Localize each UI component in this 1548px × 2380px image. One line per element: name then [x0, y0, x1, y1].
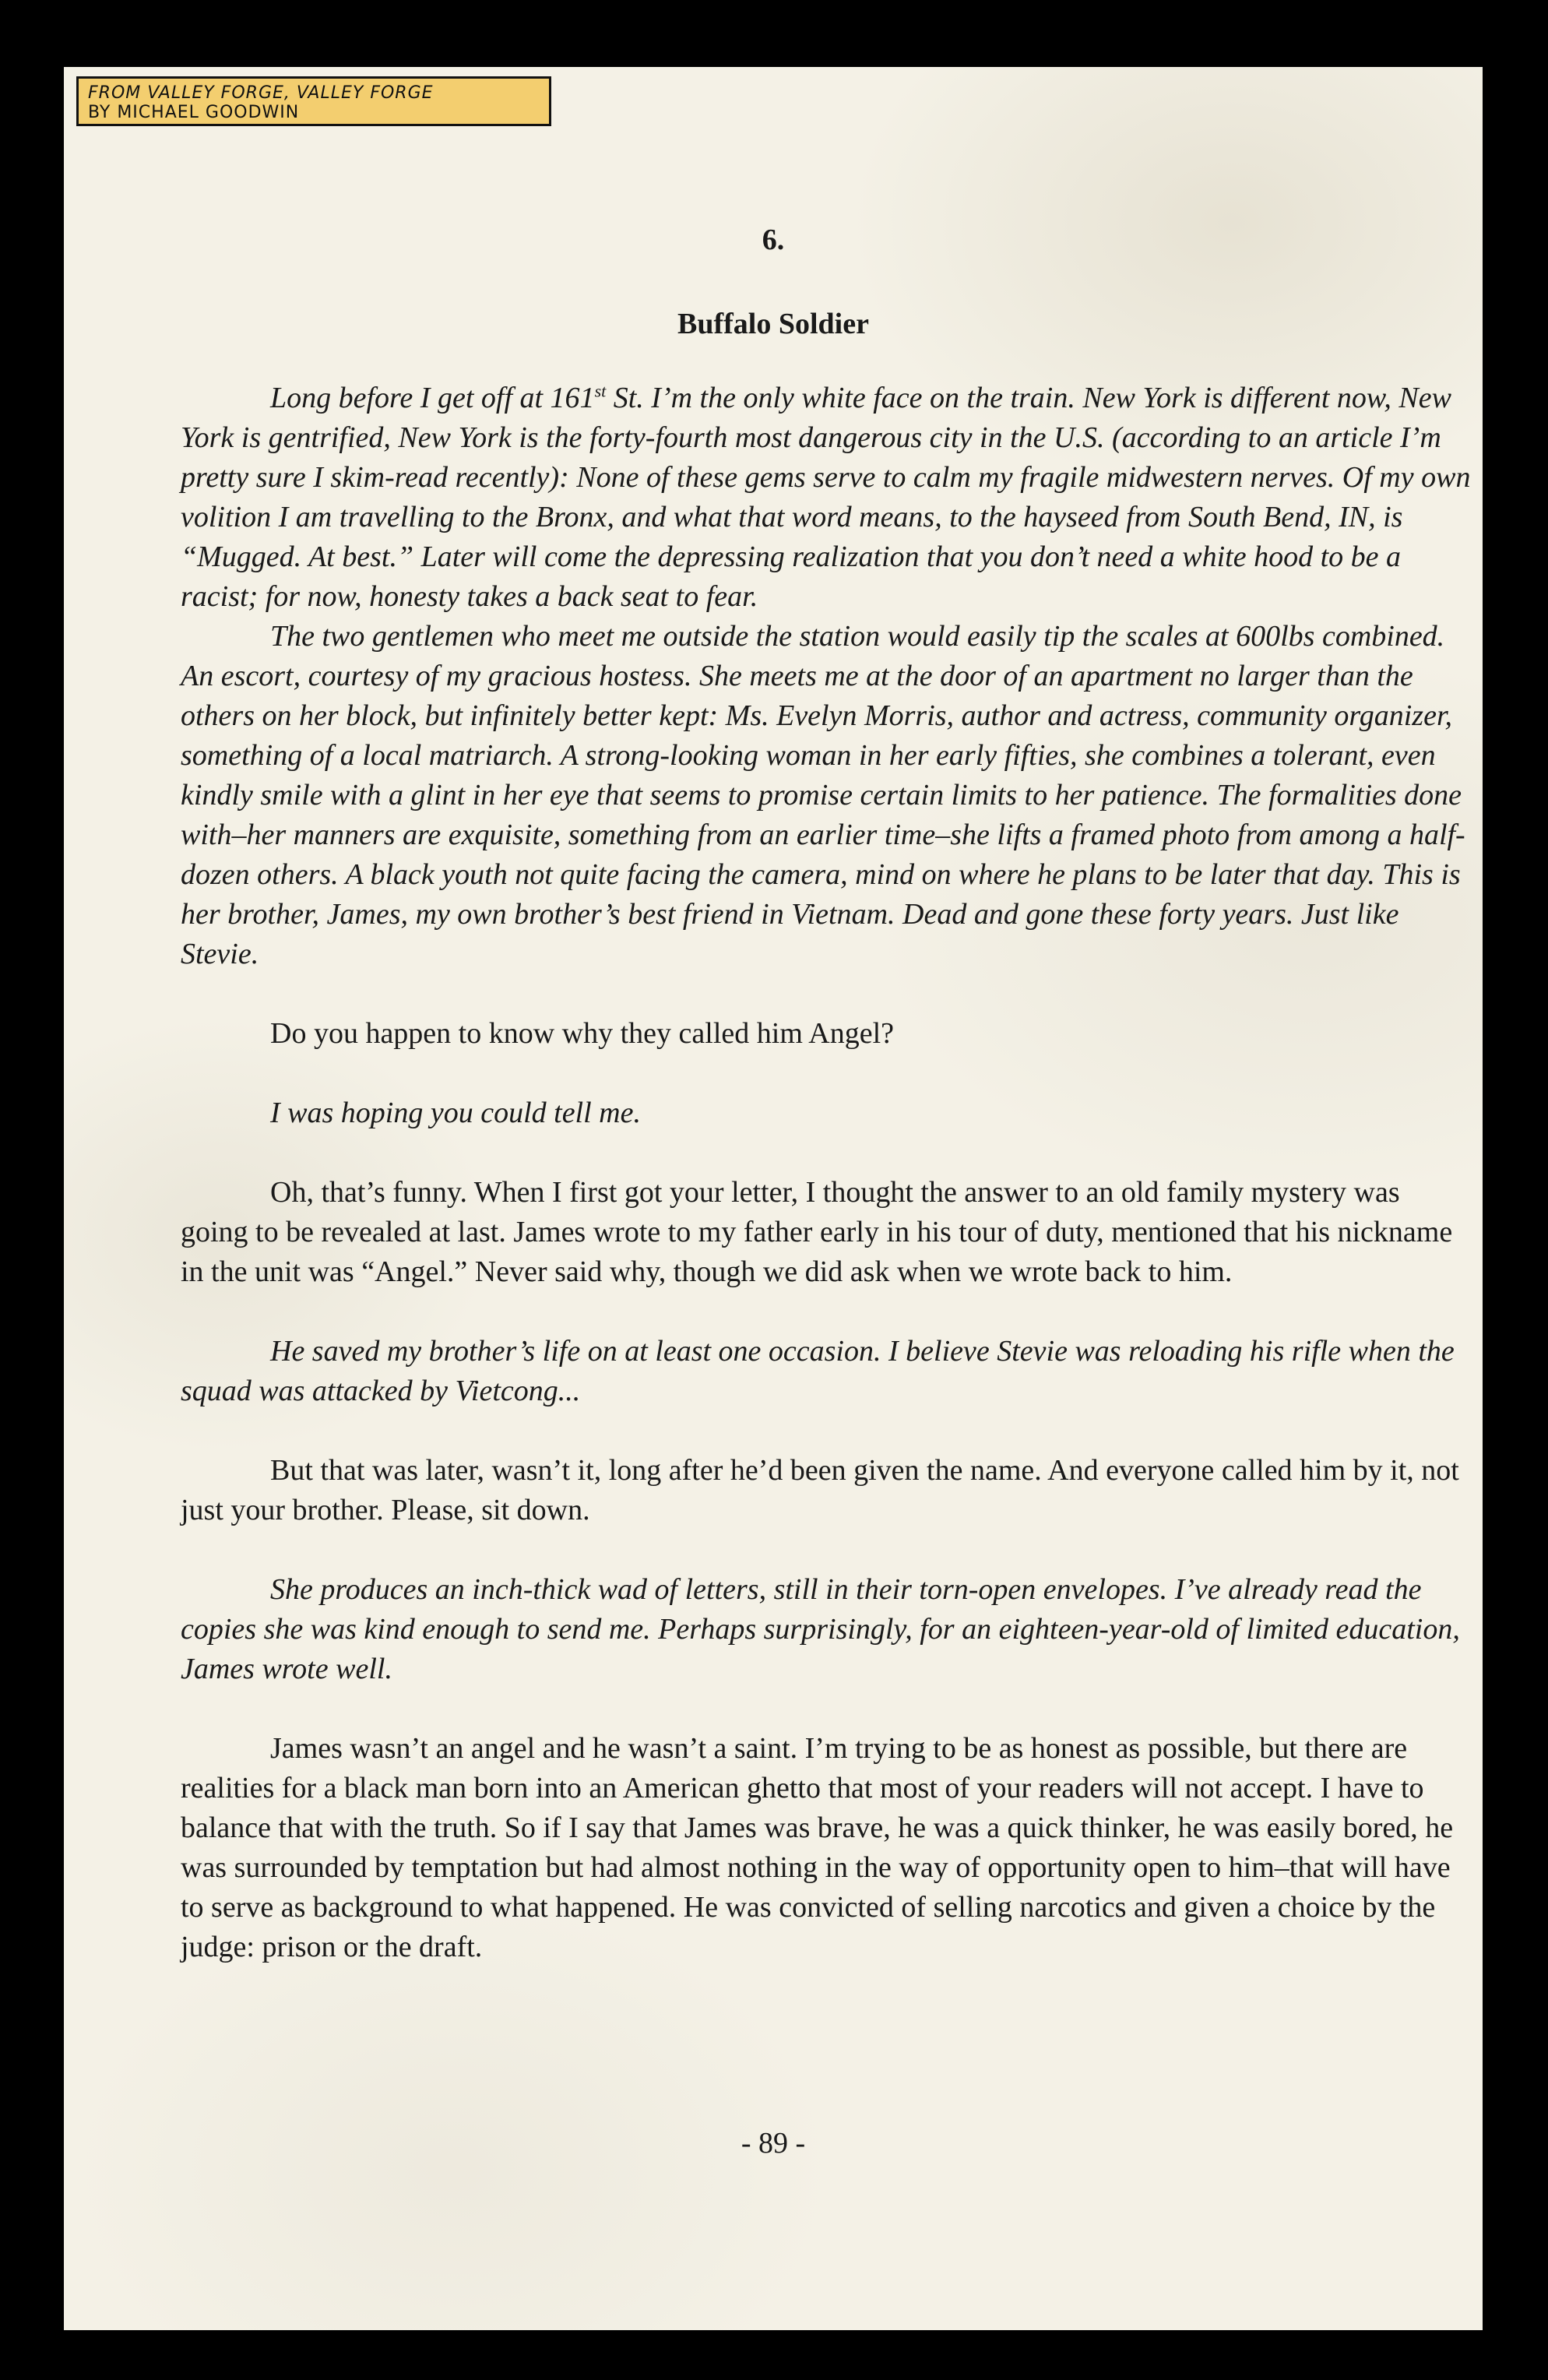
chapter-number: 6.	[762, 224, 785, 256]
paragraph-3: Do you happen to know why they called him Angel?	[270, 1017, 895, 1050]
paragraph-8: She produces an inch-thick wad of letters, still in their torn-open envelopes. I’ve already read the copies she was kind enough to send me. Perhaps surprisingly, for an eighteen-year-old of limited education, James wrote well.	[181, 1573, 1460, 1685]
paragraph-4: I was hoping you could tell me.	[270, 1097, 641, 1129]
chapter-body	[181, 378, 1473, 1967]
paragraph-1-text-a: Long before I get off at 161	[270, 382, 595, 414]
credit-source: FROM VALLEY FORGE, VALLEY FORGE	[88, 83, 434, 103]
page-number: - 89 -	[741, 2127, 806, 2160]
paragraph-1	[181, 378, 1473, 617]
paragraph-9: James wasn’t an angel and he wasn’t a saint. I’m trying to be as honest as possible, but there are realities for a black man born into an American ghetto that most of your readers will not accept. I have to balance that with the truth. So if I say that James was brave, he was a quick thinker, he was easily bored, he was surrounded by temptation but had almost nothing in the way of opportunity open to him–that will have to serve as background to what happened. He was convicted of selling narcotics and given a choice by the judge: prison or the draft.	[181, 1732, 1454, 1963]
credit-author: BY MICHAEL GOODWIN	[88, 103, 300, 122]
ordinal-suffix: st	[594, 381, 607, 401]
credit-caption-box	[76, 76, 551, 126]
paragraph-1-text-b: St. I’m the only white face on the train. New York is different now, New York is gentrified, New York is the forty-fourth most dangerous city in the U.S. (according to an article I’m pretty sure I skim-read recently): None of these gems serve to calm my fragile midwestern nerves. Of my own volition I am travelling to the Bronx, and what that word means, to the hayseed from South Bend, IN, is “Mugged. At best.” Later will come the depressing realization that you don’t need a white hood to be a racist; for now, honesty takes a back seat to fear.	[181, 382, 1471, 613]
paragraph-7: But that was later, wasn’t it, long after he’d been given the name. And everyone called him by it, not just your brother. Please, sit down.	[181, 1454, 1459, 1526]
paragraph-5: Oh, that’s funny. When I first got your letter, I thought the answer to an old family mystery was going to be revealed at last. James wrote to my father early in his tour of duty, mentioned that his nickname in the unit was “Angel.” Never said why, though we did ask when we wrote back to him.	[181, 1176, 1453, 1288]
chapter-title: Buffalo Soldier	[677, 308, 869, 340]
paragraph-6: He saved my brother’s life on at least one occasion. I believe Stevie was reloading his rifle when the squad was attacked by Vietcong...	[181, 1335, 1455, 1407]
book-page	[64, 67, 1483, 2330]
paragraph-2: The two gentlemen who meet me outside the station would easily tip the scales at 600lbs combined. An escort, courtesy of my gracious hostess. She meets me at the door of an apartment no larger than the others on her block, but infinitely better kept: Ms. Evelyn Morris, author and actress, community organizer, something of a local matriarch. A strong-looking woman in her early fifties, she combines a tolerant, even kindly smile with a glint in her eye that seems to promise certain limits to her patience. The formalities done with–her manners are exquisite, something from an earlier time–she lifts a framed photo from among a half-dozen others. A black youth not quite facing the camera, mind on where he plans to be later that day. This is her brother, James, my own brother’s best friend in Vietnam. Dead and gone these forty years. Just like Stevie.	[181, 620, 1465, 970]
